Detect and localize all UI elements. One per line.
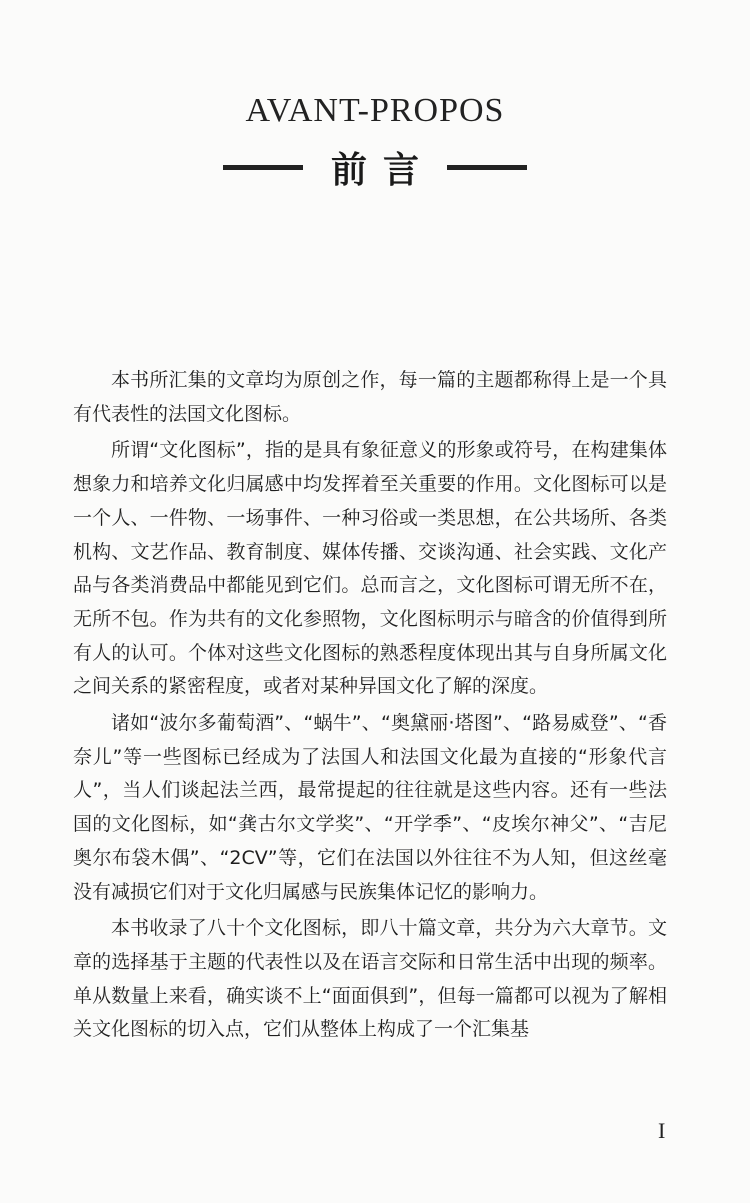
body-text	[73, 364, 667, 1050]
page-number: I	[658, 1118, 666, 1143]
title-chinese: 前言	[330, 149, 435, 191]
paragraph-3: 诸如“波尔多葡萄酒”、“蜗牛”、“奥黛丽·塔图”、“路易威登”、“香奈儿”等一些图标已经成为了法国人和法国文化最为直接的“形象代言人”，当人们谈起法兰西，最常提起的往往就是这些内容。还有一些法国的文化图标，如“龚古尔文学奖”、“开学季”、“皮埃尔神父”、“吉尼奥尔布袋木偶”、“2CV”等，它们在法国以外往往不为人知，但这丝毫没有减损它们对于文化归属感与民族集体记忆的影响力。	[73, 712, 667, 903]
title-french: AVANT-PROPOS	[245, 92, 505, 129]
paragraph-4: 本书收录了八十个文化图标，即八十篇文章，共分为六大章节。文章的选择基于主题的代表性以及在语言交际和日常生活中出现的频率。单从数量上来看，确实谈不上“面面俱到”，但每一篇都可以视为了解相关文化图标的切入点，它们从整体上构成了一个汇集基	[73, 917, 667, 1041]
title-right-rule	[447, 165, 527, 170]
title-chinese-block	[0, 142, 750, 192]
paragraph-2: 所谓“文化图标”，指的是具有象征意义的形象或符号，在构建集体想象力和培养文化归属感中均发挥着至关重要的作用。文化图标可以是一个人、一件物、一场事件、一种习俗或一类思想，在公共场所、各类机构、文艺作品、教育制度、媒体传播、交谈沟通、社会实践、文化产品与各类消费品中都能见到它们。总而言之，文化图标可谓无所不在，无所不包。作为共有的文化参照物，文化图标明示与暗含的价值得到所有人的认可。个体对这些文化图标的熟悉程度体现出其与自身所属文化之间关系的紧密程度，或者对某种异国文化了解的深度。	[73, 439, 667, 698]
title-left-rule	[223, 165, 303, 170]
paragraph-1: 本书所汇集的文章均为原创之作，每一篇的主题都称得上是一个具有代表性的法国文化图标。	[73, 369, 667, 425]
